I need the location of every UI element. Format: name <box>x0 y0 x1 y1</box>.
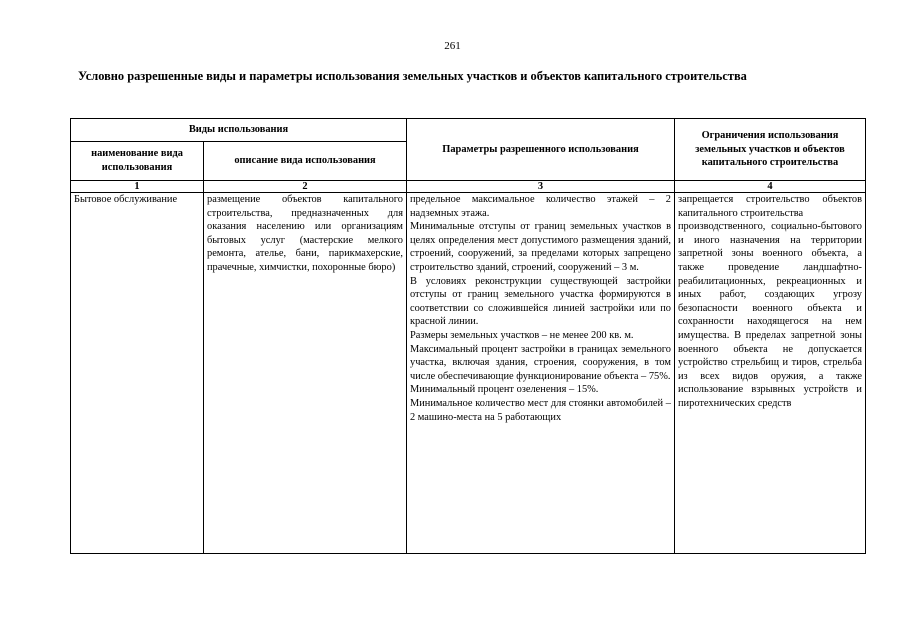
parameter-paragraph: Минимальный процент озеленения – 15%. <box>410 384 599 396</box>
use-name-cell: Бытовое обслуживание <box>71 193 204 554</box>
parameter-paragraph: Минимальное количество мест для стоянки автомобилей – 2 машино-места на 5 работающих <box>410 397 671 423</box>
column-number: 3 <box>407 181 675 193</box>
header-parameters: Параметры разрешенного использования <box>407 119 675 181</box>
land-use-table <box>70 118 866 554</box>
restriction-paragraph: производственного, социально-бытового и иного назначения на территории запретной зоны военного объекта, а также проведение ландшафтно-реабилитационных, рекреационных и иных работ, создающих угрозу безопасности военного объекта и сохранности находящегося на нем имущества. В пределах запретной зоны военного объекта не допускается устройство стрельбищ и тиров, стрельба из всех видов оружия, а также использование взрывных устройств и пиротехнических средств <box>678 221 862 409</box>
column-number-row <box>71 181 866 193</box>
column-number: 4 <box>675 181 866 193</box>
column-number: 1 <box>71 181 204 193</box>
page-number: 261 <box>444 40 461 52</box>
parameter-paragraph: Максимальный процент застройки в границах земельного участка, включая здания, строения, сооружения, в том числе обеспечивающие функционирование объекта – 75%. <box>410 343 671 382</box>
parameter-paragraph: Размеры земельных участков – не менее 200 кв. м. <box>410 329 634 341</box>
header-types-of-use: Виды использования <box>71 119 407 142</box>
header-use-description: описание вида использования <box>204 142 407 181</box>
header-restrictions: Ограничения использования земельных участков и объектов капитального строительства <box>675 119 866 181</box>
parameter-paragraph: Минимальные отступы от границ земельных участков в целях определения мест допустимого размещения зданий, строений, сооружений, за пределами которых запрещено строительство зданий, строений, сооружений – 3 м. <box>410 221 671 273</box>
column-number: 2 <box>204 181 407 193</box>
restriction-paragraph: запрещается строительство объектов капитального строительства <box>678 194 862 219</box>
header-use-name: наименование вида использования <box>71 142 204 181</box>
parameter-paragraph: предельное максимальное количество этажей – 2 надземных этажа. <box>410 194 671 219</box>
document-heading: Условно разрешенные виды и параметры использования земельных участков и объектов капитального строительства <box>78 69 747 83</box>
restrictions-cell <box>675 193 866 554</box>
table-row <box>71 193 866 554</box>
parameter-paragraph: В условиях реконструкции существующей застройки отступы от границ земельного участка формируются в соответствии со сложившейся линией застройки или по красной линии. <box>410 275 671 328</box>
use-description-cell: размещение объектов капитального строительства, предназначенных для оказания населению или организациям бытовых услуг (мастерские мелкого ремонта, ателье, бани, парикмахерские, прачечные, химчистки, похоронные бюро) <box>204 193 407 554</box>
parameters-cell <box>407 193 675 554</box>
